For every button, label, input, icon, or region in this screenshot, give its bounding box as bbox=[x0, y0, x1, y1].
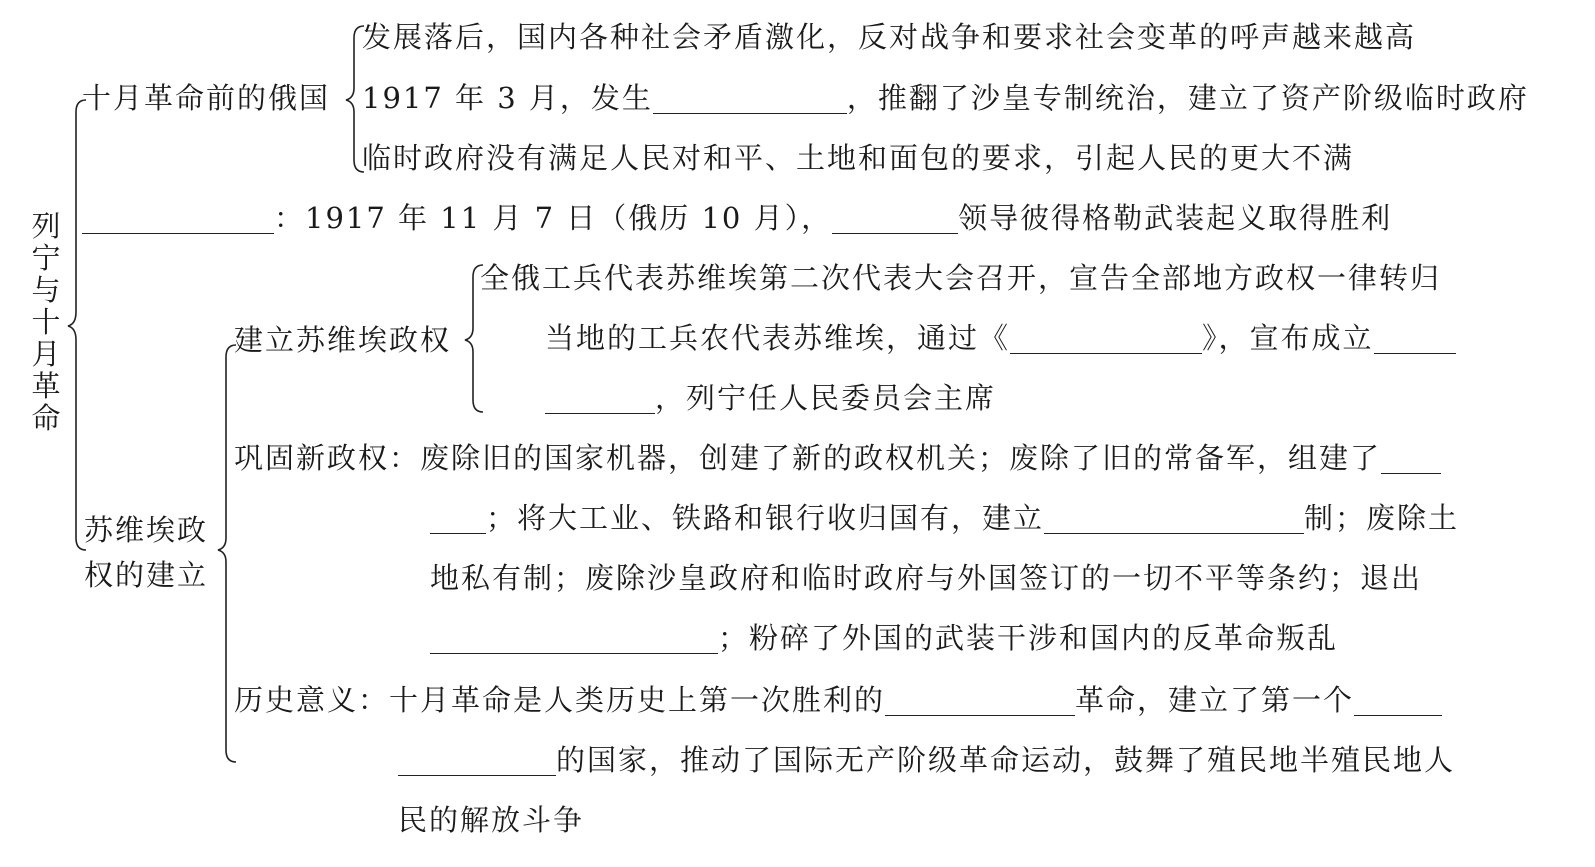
pre-revolution-line-3: 临时政府没有满足人民对和平、土地和面包的要求，引起人民的更大不满 bbox=[362, 141, 1355, 175]
uprising-text-b: 领导彼得格勒武装起义取得胜利 bbox=[958, 201, 1393, 235]
pre-revolution-line-2-part-b: ，推翻了沙皇专制统治，建立了资产阶级临时政府 bbox=[846, 81, 1529, 115]
world-war-exit-blank[interactable] bbox=[430, 623, 718, 654]
consolidate-line-3: 地私有制；废除沙皇政府和临时政府与外国签订的一切不平等条约；退出 bbox=[430, 561, 1423, 595]
state-name-blank-part-2[interactable] bbox=[545, 383, 655, 414]
establish-line-3-text: ，列宁任人民委员会主席 bbox=[655, 381, 997, 415]
establish-line-3 bbox=[545, 378, 996, 418]
consolidate-line-2 bbox=[430, 498, 1459, 538]
consolidate-line-2-part-b: 制；废除土 bbox=[1304, 501, 1460, 535]
significance-line-2 bbox=[398, 740, 1455, 780]
consolidate-label: 巩固新政权： bbox=[234, 441, 421, 475]
establish-line-2-part-a: 当地的工兵农代表苏维埃，通过《 bbox=[545, 321, 1011, 355]
soviet-label-line-1: 苏维埃政 bbox=[84, 513, 209, 547]
socialist-state-blank-part-1[interactable] bbox=[1354, 685, 1442, 716]
uprising-leader-blank[interactable] bbox=[832, 203, 958, 234]
pre-revolution-label: 十月革命前的俄国 bbox=[82, 81, 331, 115]
root-title: 列宁与十月革命 bbox=[31, 209, 61, 435]
significance-line-3: 民的解放斗争 bbox=[398, 803, 585, 837]
consolidate-line-2-part-a: ；将大工业、铁路和银行收归国有，建立 bbox=[486, 501, 1045, 535]
significance-line-1-part-b: 革命，建立了第一个 bbox=[1075, 683, 1355, 717]
socialist-revolution-blank[interactable] bbox=[885, 685, 1075, 716]
consolidate-line-4 bbox=[430, 618, 1338, 658]
uprising-line bbox=[82, 198, 1392, 238]
establish-label: 建立苏维埃政权 bbox=[234, 323, 452, 357]
red-army-blank-part-1[interactable] bbox=[1381, 443, 1441, 474]
socialist-state-blank-part-2[interactable] bbox=[398, 745, 556, 776]
decree-blank[interactable] bbox=[1010, 323, 1202, 354]
establish-line-2 bbox=[545, 318, 1456, 358]
consolidate-line-4-text: ；粉碎了外国的武装干涉和国内的反革命叛乱 bbox=[718, 621, 1339, 655]
significance-line-1-part-a: 十月革命是人类历史上第一次胜利的 bbox=[389, 683, 886, 717]
significance-line-1 bbox=[234, 680, 1442, 720]
significance-line-2-text: 的国家，推动了国际无产阶级革命运动，鼓舞了殖民地半殖民地人 bbox=[556, 743, 1456, 777]
eight-hour-workday-blank[interactable] bbox=[1044, 503, 1304, 534]
establish-line-1: 全俄工兵代表苏维埃第二次代表大会召开，宣告全部地方政权一律转归 bbox=[480, 261, 1442, 295]
consolidate-line-1-text: 废除旧的国家机器，创建了新的政权机关；废除了旧的常备军，组建了 bbox=[420, 441, 1382, 475]
state-name-blank-part-1[interactable] bbox=[1374, 323, 1456, 354]
root-brace bbox=[68, 100, 86, 550]
uprising-name-blank[interactable] bbox=[82, 203, 274, 234]
uprising-text-a: ：1917 年 11 月 7 日（俄历 10 月）， bbox=[274, 201, 833, 235]
soviet-label-line-2: 权的建立 bbox=[84, 558, 209, 592]
pre-revolution-line-2-part-a: 1917 年 3 月，发生 bbox=[362, 81, 653, 115]
establish-line-2-part-b: 》，宣布成立 bbox=[1202, 321, 1374, 355]
pre-revolution-line-1: 发展落后，国内各种社会矛盾激化，反对战争和要求社会变革的呼声越来越高 bbox=[362, 20, 1417, 54]
pre-revolution-line-2 bbox=[362, 78, 1529, 118]
consolidate-line-1 bbox=[234, 438, 1441, 478]
red-army-blank-part-2[interactable] bbox=[430, 503, 486, 534]
significance-label: 历史意义： bbox=[234, 683, 390, 717]
february-revolution-blank[interactable] bbox=[653, 83, 847, 114]
